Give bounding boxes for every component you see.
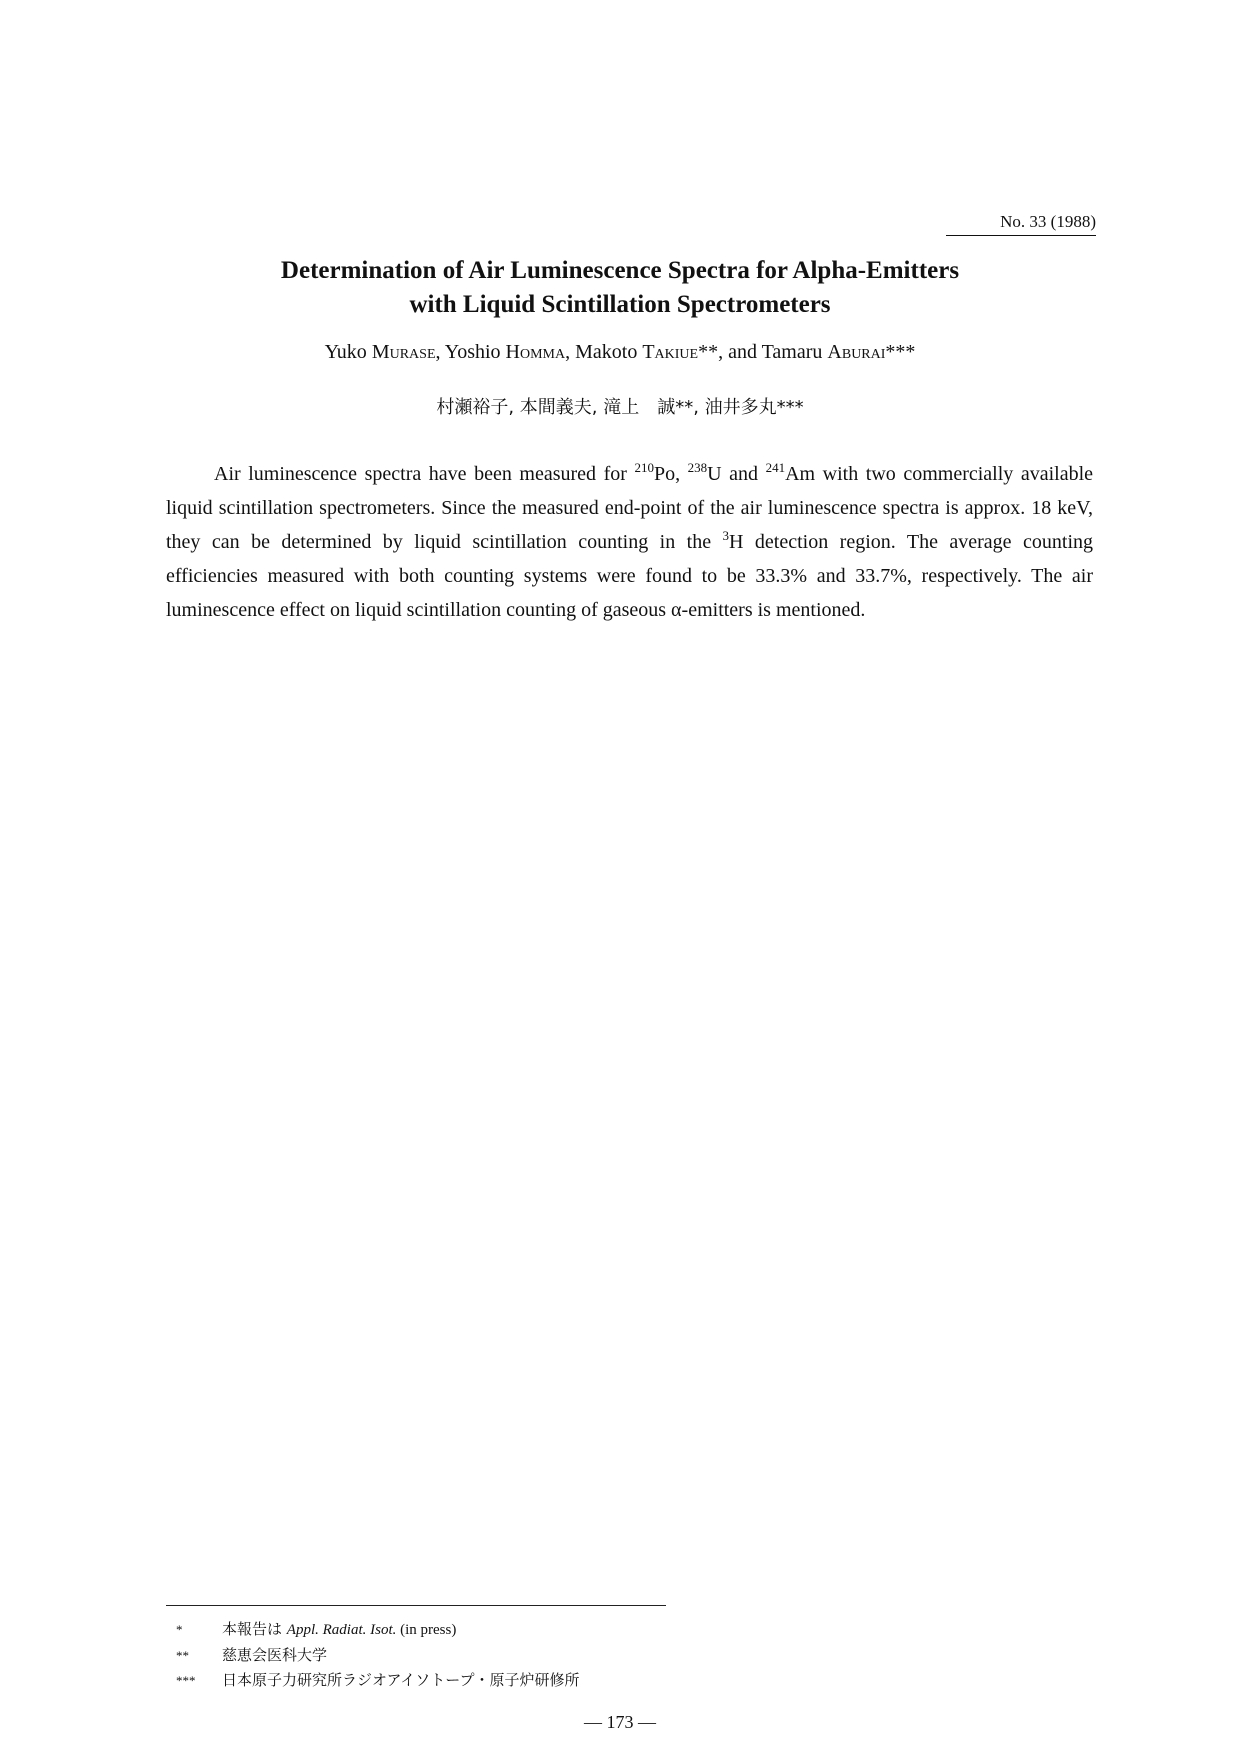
- author-4-last: Aburai: [827, 341, 886, 363]
- abstract-text: Air luminescence spectra have been measured for: [214, 463, 635, 485]
- abstract-text: H detection region. The average counting efficiencies measured with both counting systems were found to be 33.3% and 33.7%, respectively. The air luminescence effect on liquid scintillation counting of gaseous α-emitters is mentioned.: [166, 531, 1093, 621]
- issue-number: No. 33 (1988): [946, 212, 1096, 236]
- journal-name: Appl. Radiat. Isot.: [286, 1622, 397, 1638]
- author-separator: ,: [565, 341, 576, 363]
- footnote-divider: [166, 1605, 666, 1606]
- author-list-japanese: 村瀬裕子, 本間義夫, 滝上 誠**, 油井多丸***: [436, 397, 804, 418]
- author-1-first: Yuko: [324, 341, 372, 363]
- author-list: [120, 341, 1120, 364]
- footnote-text-jp: 本報告は: [222, 1620, 287, 1638]
- footnote-text: 慈恵会医科大学: [222, 1646, 328, 1664]
- footnote-text: [222, 1617, 456, 1643]
- footnote-mark: ***: [176, 1673, 196, 1688]
- abstract-text: Am with two commercially available liquid scintillation spectrometers. Since the measured end-point of the air luminescence spectra is approx. 18 keV, they can be determined by liquid scintillation counting in the: [166, 463, 1094, 553]
- footnote-mark: *: [176, 1622, 183, 1637]
- title-line-1: Determination of Air Luminescence Spectra for Alpha-Emitters: [280, 257, 960, 284]
- footnote-text: 日本原子力研究所ラジオアイソトープ・原子炉研修所: [222, 1671, 580, 1689]
- paper-title: [120, 254, 1120, 322]
- footnote-mark: **: [176, 1648, 189, 1663]
- title-line-2: with Liquid Scintillation Spectrometers: [409, 291, 831, 318]
- author-4-footnote-mark: ***: [885, 341, 916, 363]
- isotope-mass-number: 241: [765, 460, 786, 475]
- author-separator: , and: [718, 341, 762, 363]
- page-number: — 173 —: [584, 1712, 656, 1732]
- footnotes: [176, 1617, 876, 1693]
- author-2-first: Yoshio: [444, 341, 506, 363]
- author-2-last: Homma: [505, 341, 566, 363]
- author-4-first: Tamaru: [761, 341, 828, 363]
- footnote: [176, 1617, 876, 1643]
- isotope-mass-number: 3: [722, 528, 730, 543]
- abstract-text: Po,: [653, 463, 688, 485]
- isotope-mass-number: 210: [634, 460, 654, 475]
- footnote: [176, 1643, 876, 1668]
- isotope-mass-number: 238: [687, 460, 708, 475]
- footnote: [176, 1668, 876, 1693]
- footnote-text-tail: (in press): [396, 1622, 457, 1638]
- abstract: [166, 457, 1093, 627]
- abstract-text: U and: [707, 463, 766, 485]
- author-separator: ,: [435, 341, 445, 363]
- author-3-footnote-mark: **: [698, 341, 719, 363]
- author-1-last: Murase: [371, 341, 436, 363]
- author-3-first: Makoto: [575, 341, 643, 363]
- author-3-last: Takiue: [642, 341, 699, 363]
